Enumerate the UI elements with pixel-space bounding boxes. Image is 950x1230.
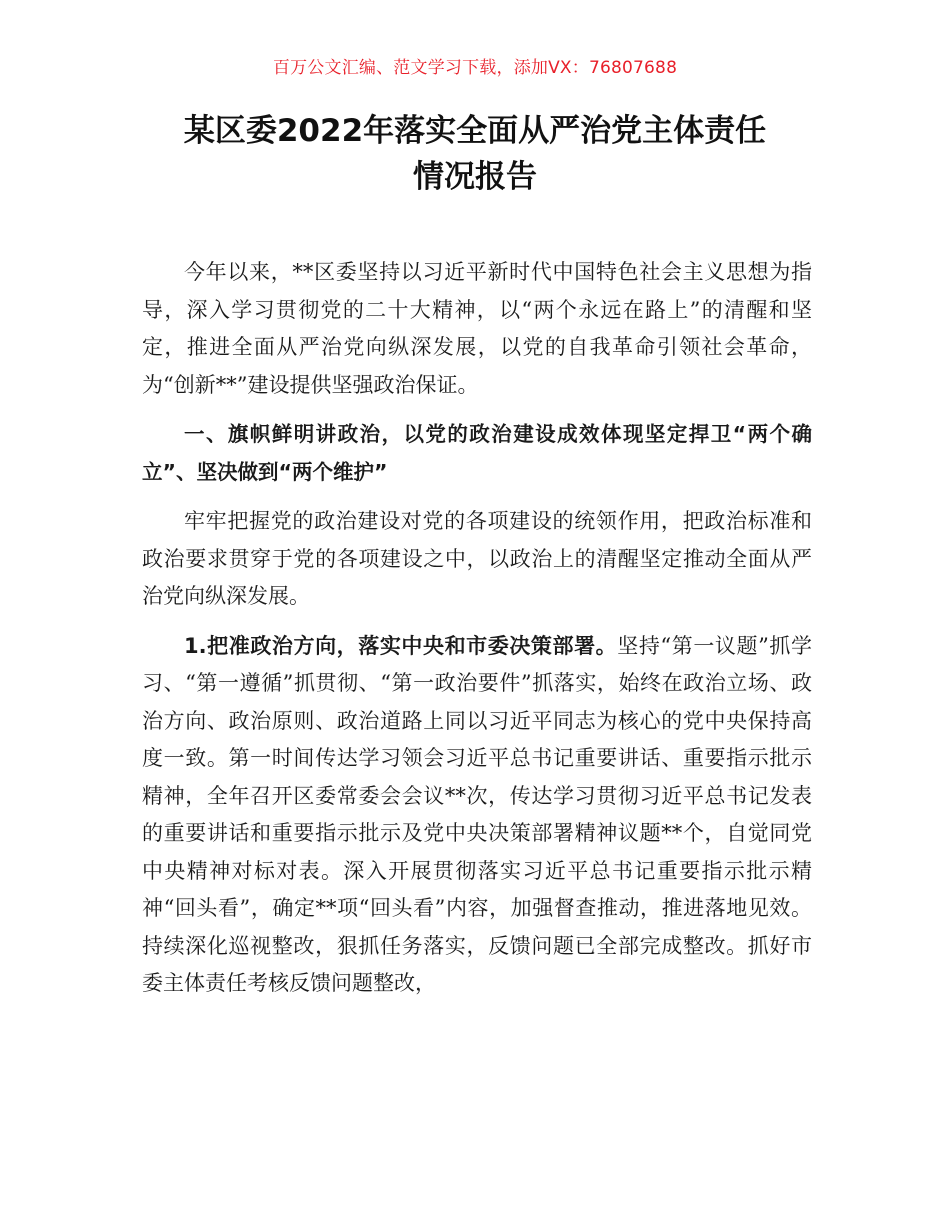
- item-1-heading: 1.把准政治方向，落实中央和市委决策部署。: [184, 633, 618, 658]
- title-line-2: 情况报告: [413, 159, 537, 195]
- section-1-intro-paragraph: 牢牢把握党的政治建设对党的各项建设的统领作用，把政治标准和政治要求贯穿于党的各项建设之中，以政治上的清醒坚定推动全面从严治党向纵深发展。: [142, 509, 812, 608]
- document-body: [142, 254, 812, 1003]
- intro-paragraph: 今年以来，**区委坚持以习近平新时代中国特色社会主义思想为指导，深入学习贯彻党的二十大精神，以“两个永远在路上”的清醒和坚定，推进全面从严治党向纵深发展，以党的自我革命引领社会革命，为“创新**”建设提供坚强政治保证。: [142, 260, 812, 397]
- item-1-paragraph: [142, 628, 812, 1003]
- document-title: [120, 108, 830, 200]
- watermark-header: 百万公文汇编、范文学习下载，添加VX：76807688: [272, 58, 678, 78]
- section-1-heading: 一、旗帜鲜明讲政治，以党的政治建设成效体现坚定捍卫“两个确立”、坚决做到“两个维护”: [142, 422, 812, 484]
- title-line-1: 某区委2022年落实全面从严治党主体责任: [183, 113, 767, 149]
- item-1-body: 坚持“第一议题”抓学习、“第一遵循”抓贯彻、“第一政治要件”抓落实，始终在政治立场、政治方向、政治原则、政治道路上同以习近平同志为核心的党中央保持高度一致。第一时间传达学习领会习近平总书记重要讲话、重要指示批示精神，全年召开区委常委会会议**次，传达学习贯彻习近平总书记发表的重要讲话和重要指示批示及党中央决策部署精神议题**个，自觉同党中央精神对标对表。深入开展贯彻落实习近平总书记重要指示批示精神“回头看”，确定**项“回头看”内容，加强督查推动，推进落地见效。持续深化巡视整改，狠抓任务落实，反馈问题已全部完成整改。抓好市委主体责任考核反馈问题整改，: [142, 633, 812, 995]
